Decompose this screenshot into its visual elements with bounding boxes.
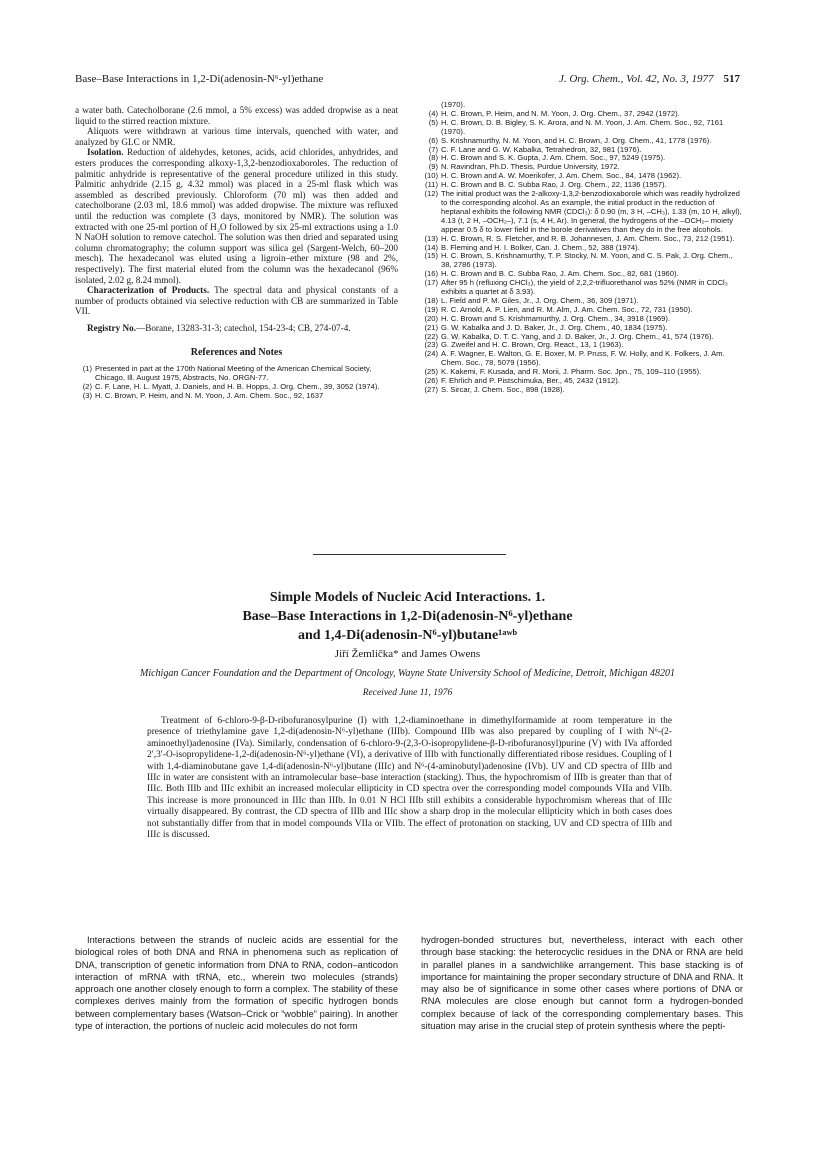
references-heading: References and Notes (190, 347, 283, 359)
reference-item (75, 365, 398, 383)
run-in-heading: Isolation. (87, 147, 124, 158)
right-column (421, 101, 743, 395)
reference-number: (10) (424, 171, 438, 181)
reference-list (421, 101, 743, 395)
reference-item (421, 279, 743, 297)
reference-text: L. Field and P. M. Giles, Jr., J. Org. Chem., 36, 309 (1971). (441, 295, 639, 305)
reference-item (421, 386, 743, 395)
reference-text: H. C. Brown and B. C. Subba Rao, J. Org. Chem., 22, 1136 (1957). (441, 180, 667, 190)
reference-number: (14) (424, 242, 438, 252)
reference-number: (8) (428, 153, 438, 163)
reference-text: S. Sircar, J. Chem. Soc., 898 (1928). (441, 385, 565, 394)
reference-item (421, 190, 743, 235)
reference-text: G. W. Kabalka and J. D. Baker, Jr., J. Org. Chem., 40, 1834 (1975). (441, 322, 668, 332)
reference-number: (26) (424, 376, 438, 386)
section-divider (313, 554, 506, 555)
page-number: 517 (723, 73, 740, 85)
reference-number: (11) (425, 180, 438, 190)
reference-number: (13) (424, 233, 438, 243)
reference-text: G. W. Kabalka, D. T. C. Yang, and J. D. Baker, Jr., J. Org. Chem., 41, 574 (1976). (441, 331, 714, 341)
reference-number: (20) (424, 313, 438, 323)
reference-text: K. Kakemi, F. Kusada, and R. Morii, J. Pharm. Soc. Jpn., 75, 109–110 (1955). (441, 367, 702, 377)
reference-item (421, 119, 743, 137)
reference-text: H. C. Brown and S. K. Gupta, J. Am. Chem. Soc., 97, 5249 (1975). (441, 153, 666, 163)
abstract: Treatment of 6-chloro-9-β-D-ribofuranosylpurine (I) with 1,2-diaminoethane in dimethylformamide at room temperature in the presence of triethylamine gave 1,2-di(adenosin-N⁶-yl)ethane (IIIb). Compound IIIb was also prepared by coupling of I with N⁶-(2-aminoethyl)adenosine (IVa). Similarly, condensation of 6-chloro-9-(2,3-O-isopropylidene-β-D-ribofuranosyl)purine (V) with IVa afforded 2′,3′-O-isopropylidene-1,2-di(adenosin-N⁶-yl)ethane (VI), a derivative of IIIb with functionally differentiated ribose residues. Coupling of I with 1,4-diaminobutane gave 1,4-di(adenosin-N⁶-yl)butane (IIIc) and N⁶-(4-aminobutyl)adenosine (IVb). UV and CD spectra of IIIb and IIIc in water are consistent with an intramolecular base–base interaction (stacking). Thus, the hypochromism of IIIb is greater than that of IIIc. Both IIIb and IIIc exhibit an increased molecular ellipticity in CD spectra over the corresponding model compounds VIIa and VIIb. This increase is more pronounced in IIIc than IIIb. In 0.01 N HCl IIIb still exhibits a considerable hypochromism whereas that of IIIc virtually disappeared. By contrast, the CD spectra of IIIb and IIIc show a sharp drop in the molecular ellipticity which in both cases does not substantially differ from that in model compounds VIIa or VIIb. The effect of protonation on stacking, UV and CD spectra of IIIb and IIIc is discussed. (147, 716, 672, 841)
reference-number: (2) (82, 381, 92, 391)
paragraph: Characterization of Products. The spectral data and physical constants of a number of products obtained via selective reduction with CB are summarized in Table VII. (75, 285, 399, 317)
reference-text: H. C. Brown, P. Heim, and N. M. Yoon, J. Org. Chem., 37, 2942 (1972). (441, 108, 680, 118)
reference-number: (5) (428, 117, 438, 127)
reference-number: (25) (424, 367, 438, 377)
reference-text: H. C. Brown, R. S. Fletcher, and R. B. Johannesen, J. Am. Chem. Soc., 73, 212 (1951). (441, 233, 735, 243)
paragraph: a water bath. Catecholborane (2.6 mmol, a 5% excess) was added dropwise as a neat liquid to the stirred reaction mixture. (75, 105, 398, 126)
registry-numbers: Registry No.—Borane, 13283-31-3; catechol, 154-23-4; CB, 274-07-4. (87, 322, 351, 333)
reference-text: B. Fleming and H. I. Bolker, Can. J. Chem., 52, 388 (1974). (441, 242, 640, 252)
affiliation: Michigan Cancer Foundation and the Department of Oncology, Wayne State University School of Medicine, Detroit, Michigan 48201 (140, 668, 675, 679)
reference-number: (12) (424, 189, 438, 199)
run-in-heading: Registry No. (87, 322, 136, 333)
reference-text: S. Krishnamurthy, N. M. Yoon, and H. C. Brown, J. Org. Chem., 41, 1778 (1976). (441, 135, 712, 145)
reference-number: (4) (428, 108, 438, 118)
body-text-left: Interactions between the strands of nucleic acids are essential for the biological roles of both DNA and RNA in phenomena such as replication of DNA, transcription of genetic information from DNA to RNA, codon–anticodon interaction of mRNA with tRNA, etc., wherein two molecules (strands) approach one another closely enough to form a complex. The stability of these complexes derives mainly from the formation of specific hydrogen bonds between complementary bases (Watson–Crick or “wobble” pairing). In another type of interaction, the portions of nucleic acid molecules do not form (75, 935, 398, 1032)
run-in-heading: Characterization of Products. (87, 285, 210, 296)
reference-text: R. C. Arnold, A. P. Lien, and R. M. Alm, J. Am. Chem. Soc., 72, 731 (1950). (441, 304, 693, 314)
running-header (75, 73, 740, 87)
reference-text: Presented in part at the 170th National Meeting of the American Chemical Society, Chicago, Ill. August 1975, Abstracts, No. ORGN-77. (95, 364, 372, 382)
journal-citation: J. Org. Chem., Vol. 42, No. 3, 1977 517 (558, 73, 740, 85)
reference-number: (1) (82, 364, 92, 374)
reference-number: (9) (428, 162, 438, 172)
left-column (75, 105, 398, 401)
reference-text: The initial product was the 2-alkoxy-1,3,2-benzodioxaborole which was readily hydrolized to the corresponding alcohol. As an example, the initial product in the reduction of heptanal exhibits the following NMR (CDCl₃): δ 0.90 (m, 3 H, –CH₃), 1.33 (m, 10 H, alkyl), 4.13 (t, 2 H, –OCH₂–), 7.1 (s, 4 H, Ar). In general, the hydrogens of the –OCH₂– moiety appear 0.5 δ to lower field in the borole derivatives than they do in the free alcohols. (441, 189, 742, 234)
reference-number: (3) (82, 390, 92, 400)
reference-text: H. C. Brown and A. W. Moerikofer, J. Am. Chem. Soc., 84, 1478 (1962). (441, 171, 682, 181)
reference-item (75, 392, 398, 401)
reference-number: (6) (428, 135, 438, 145)
reference-text: H. C. Brown, D. B. Bigley, S. K. Arora, and N. M. Yoon, J. Am. Chem. Soc., 92, 7161 (1970). (441, 117, 724, 136)
reference-text: N. Ravindran, Ph.D. Thesis, Purdue University, 1972. (441, 162, 620, 172)
authors: Jiří Žemlička* and James Owens (334, 648, 481, 660)
reference-text: A. F. Wagner, E. Walton, G. E. Boxer, M. P. Pruss, F. W. Holly, and K. Folkers, J. Am. Chem. Soc., 78, 5079 (1956). (441, 349, 725, 368)
reference-number: (7) (428, 144, 438, 154)
reference-number: (19) (424, 304, 438, 314)
reference-text: After 95 h (refluxing CHCl₃), the yield of 2,2,2-trifluorethanol was 52% (NMR in CDCl₃ exhibits a quartet at δ 3.93). (441, 278, 728, 297)
reference-text: C. F. Lane, H. L. Myatt, J. Daniels, and H. B. Hopps, J. Org. Chem., 39, 3052 (1974). (95, 381, 380, 391)
reference-number: (24) (424, 349, 438, 359)
reference-text: F. Ehrlich and P. Pistschimuka, Ber., 45, 2432 (1912). (441, 376, 620, 386)
reference-text: H. C. Brown and B. C. Subba Rao, J. Am. Chem. Soc., 82, 681 (1960). (441, 269, 679, 279)
reference-number: (23) (424, 340, 438, 350)
reference-number: (15) (424, 251, 438, 261)
running-title: Base–Base Interactions in 1,2-Di(adenosin-N⁶-yl)ethane (75, 73, 324, 85)
reference-number: (17) (424, 278, 438, 288)
reference-number: (21) (424, 322, 438, 332)
reference-text: H. C. Brown and S. Krishmamurthy, J. Org. Chem., 34, 3918 (1969). (441, 313, 671, 323)
reference-number: (22) (424, 331, 438, 341)
reference-text: G. Zweifel and H. C. Brown, Org. React., 13, 1 (1963). (441, 340, 624, 350)
reference-text: C. F. Lane and G. W. Kabalka, Tetrahedron, 32, 981 (1976). (441, 144, 642, 154)
reference-number: (18) (424, 295, 438, 305)
reference-list (75, 365, 398, 401)
article-title: Simple Models of Nucleic Acid Interactions. 1. Base–Base Interactions in 1,2-Di(adenosin-N⁶-yl)ethane and 1,4-Di(adenosin-N⁶-yl)butane¹ᵃʷᵇ (242, 590, 573, 643)
received-date: Received June 11, 1976 (362, 688, 453, 698)
reference-item (421, 252, 743, 270)
paragraph: Aliquots were withdrawn at various time intervals, quenched with water, and analyzed by GLC or NMR. (75, 126, 398, 147)
paragraph: Isolation. Reduction of aldehydes, ketones, acids, acid chlorides, anhydrides, and esters produces the corresponding alkoxy-1,3,2-benzodioxaboroles. The reduction of palmitic anhydride is representative of the general procedure utilized in this study. Palmitic anhydride (2.15 g, 4.32 mmol) was placed in a 25-ml flask which was assembled as described previously. Chloroform (70 ml) was then added and catecholborane (2.03 ml, 18.6 mmol) was added dropwise. The mixture was refluxed until the reduction was complete (3 days, monitored by NMR). The solution was extracted with one 25-ml portion of H₂O followed by six 25-ml extractions using a 1.0 N NaOH solution to remove catechol. The solution was then dried and separated using column chromatography; the column support was silica gel (Sargent-Welch, 60–200 mesch). The hexadecanol was eluted using a ligroin–ether mixture (98 and 2%, respectively). The first material eluted from the column was the hexadecanol (96% isolated, 2.02 g, 8.24 mmol). (75, 147, 398, 285)
reference-text: H. C. Brown, S. Krishnamurthy, T. P. Stocky, N. M. Yoon, and C. S. Pak, J. Org. Chem., 38, 2786 (1973). (441, 251, 733, 270)
reference-item (421, 350, 743, 368)
body-text-right: hydrogen-bonded structures but, nevertheless, interact with each other through base stacking: the heterocyclic residues in the DNA or RNA are held in parallel planes in a sandwichlike arrangement. This base stacking is of importance for maintaining the proper secondary structure of DNA and RNA. It may also be of significance in some other cases where portions of DNA or RNA molecules are close enough but cannot form a hydrogen-bonded complex because of lack of the corresponding complementary bases. This situation may arise in the crucial step of protein synthesis where the pepti- (421, 935, 743, 1032)
reference-number: (16) (424, 269, 438, 279)
reference-text: H. C. Brown, P. Heim, and N. M. Yoon, J. Am. Chem. Soc., 92, 1637 (95, 390, 324, 400)
reference-text: (1970). (441, 100, 466, 109)
reference-number: (27) (424, 385, 438, 394)
